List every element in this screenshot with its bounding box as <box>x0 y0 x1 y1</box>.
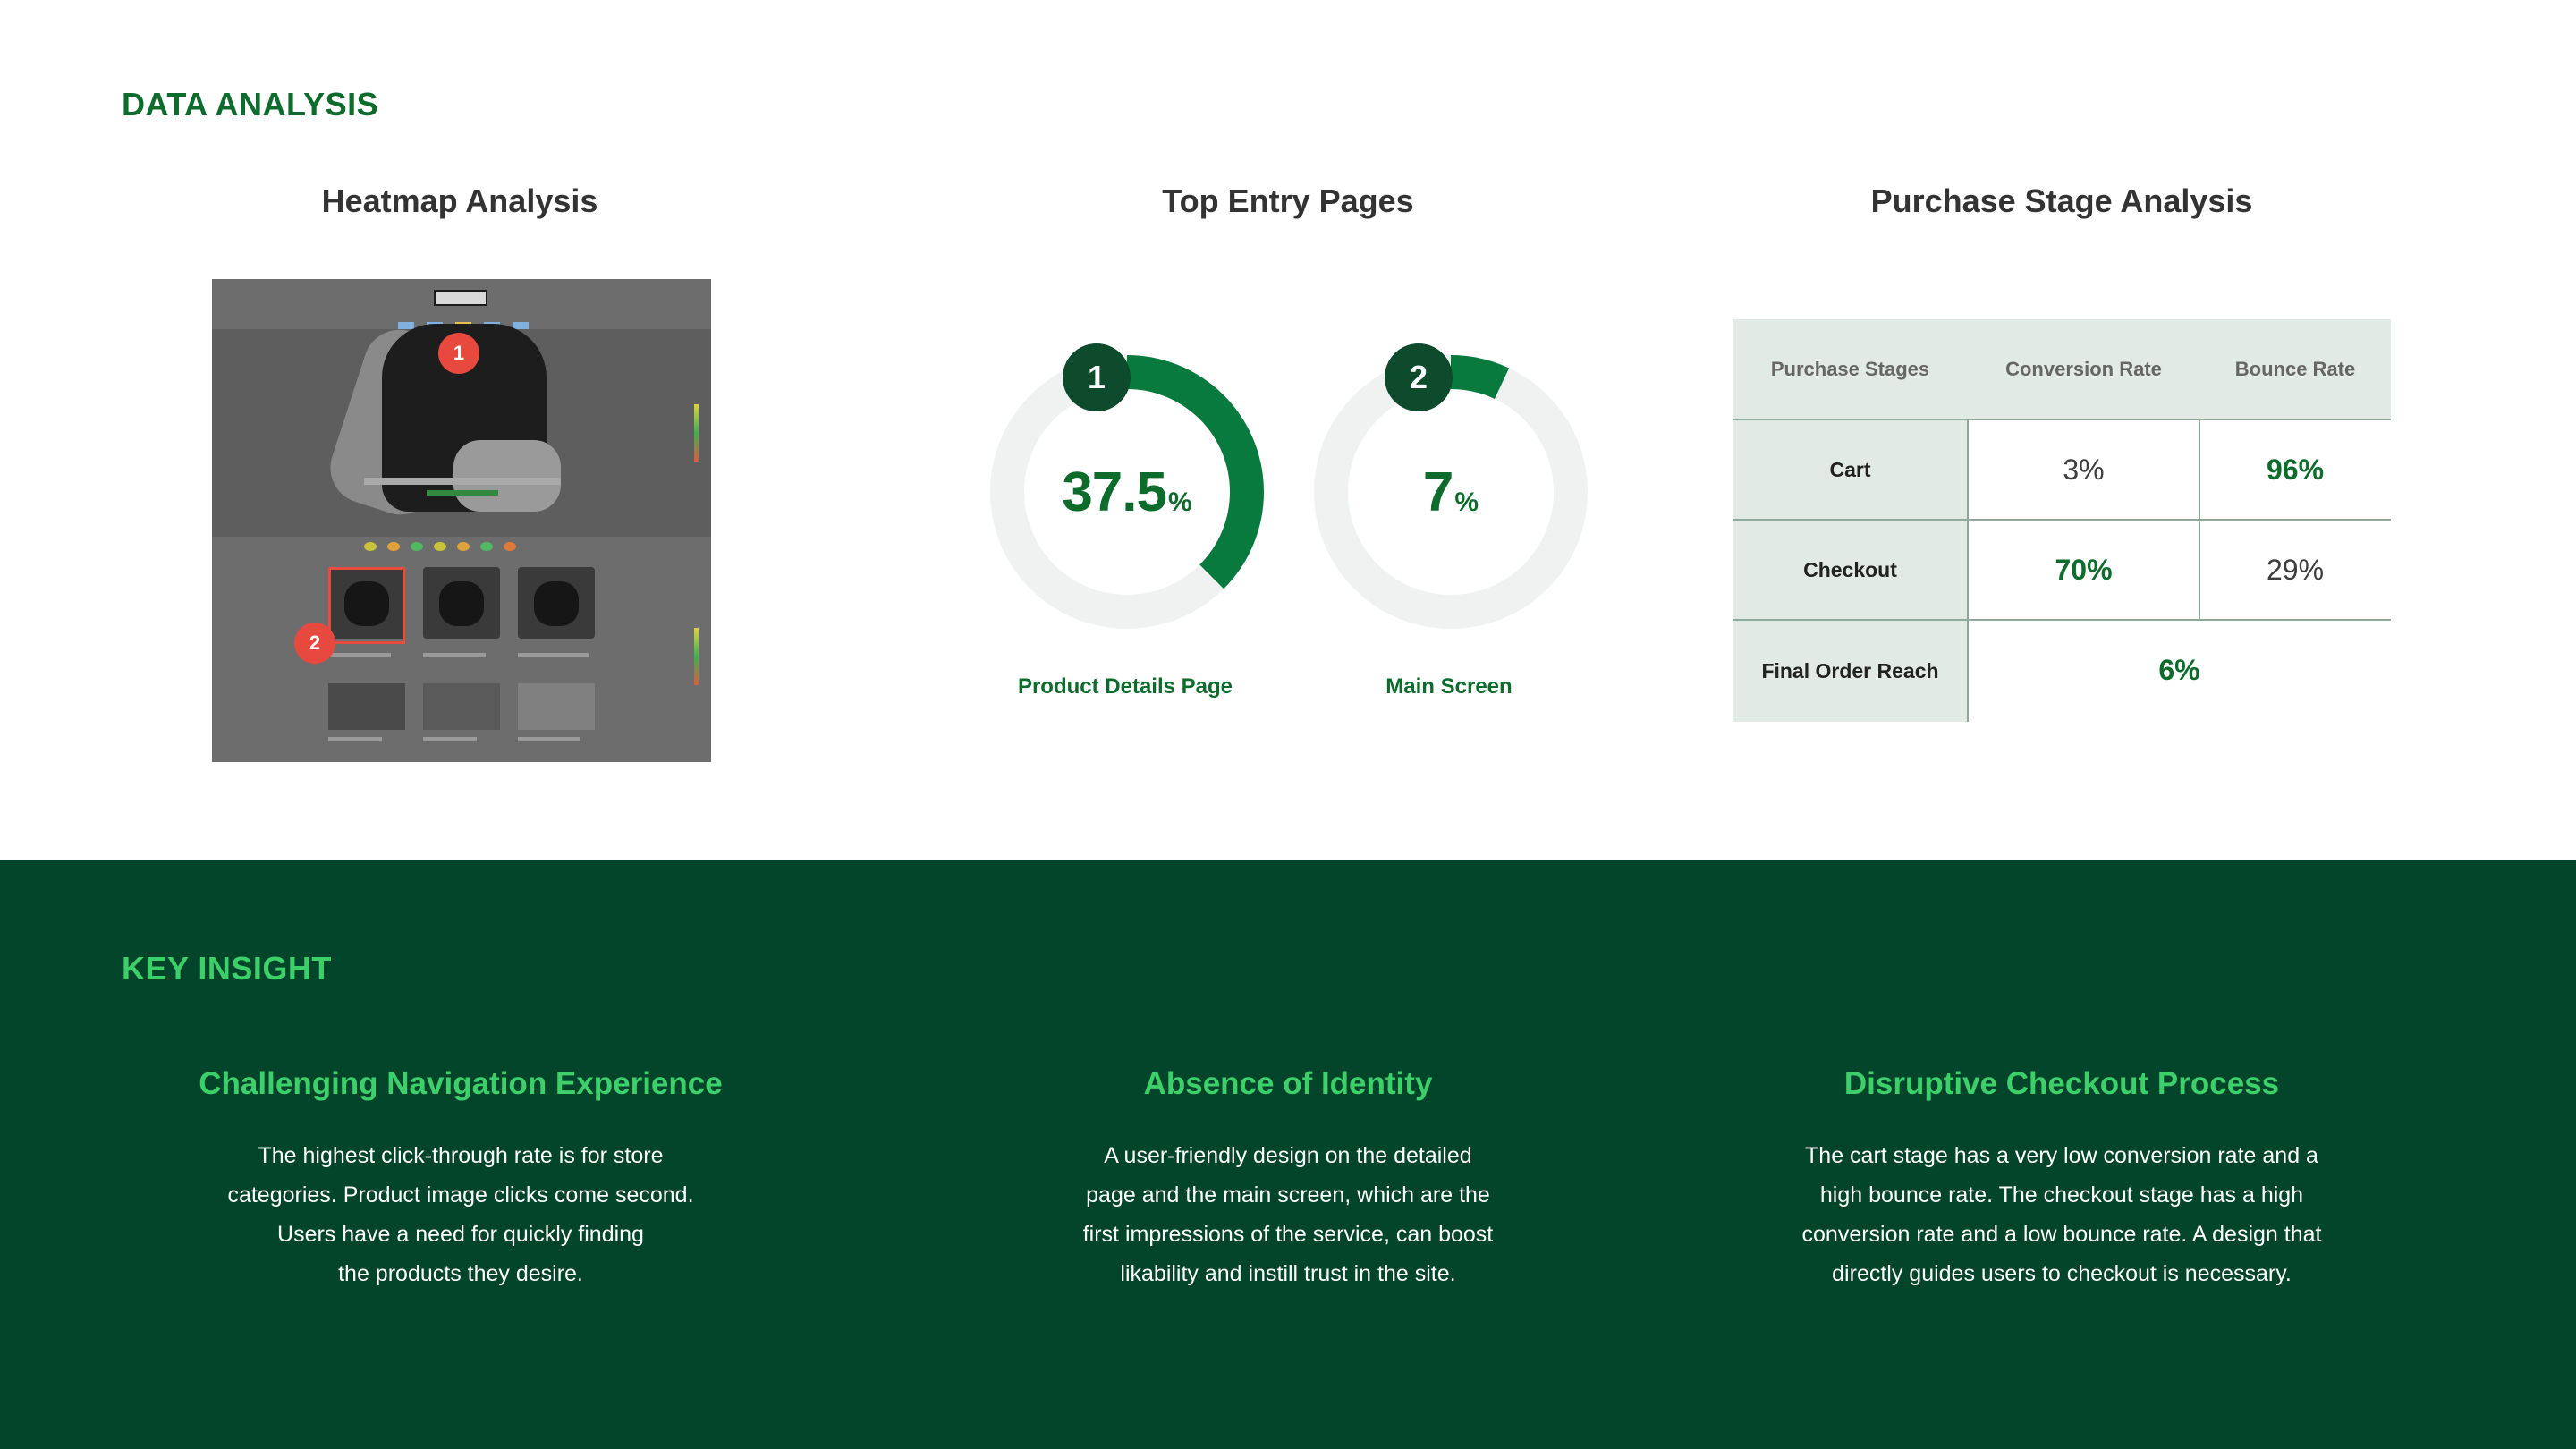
insight-line: first impressions of the service, can boost <box>1082 1222 1494 1247</box>
heatmap-hero-hand <box>453 440 561 512</box>
heatmap-image <box>212 279 711 762</box>
table-cell-conversion: 70% <box>2055 553 2113 586</box>
heatmap-product-photo <box>423 683 500 730</box>
insight-line: the products they desire. <box>338 1261 583 1286</box>
heatmap-selected-thumb <box>328 567 405 644</box>
table-header-conversion: Conversion Rate <box>2005 358 2162 380</box>
insight-title: Disruptive Checkout Process <box>1843 1066 2280 1101</box>
heatmap-hotspot <box>364 542 377 551</box>
donut-label-main-screen: Main Screen <box>1385 674 1513 699</box>
heatmap-hero-caption <box>364 478 561 485</box>
heatmap-hotspot <box>411 542 423 551</box>
insight-line: directly guides users to checkout is necessary. <box>1832 1261 2292 1286</box>
heatmap-marker-2: 2 <box>294 623 335 664</box>
donut-value-unit: % <box>1454 487 1479 517</box>
purchase-stage-table <box>1733 319 2391 722</box>
insight-identity <box>966 1066 1610 1293</box>
table-stage-cart: Cart <box>1733 419 1968 520</box>
table-cell-bounce: 29% <box>2266 553 2325 586</box>
heatmap-scroll-legend <box>694 628 699 685</box>
insight-body <box>966 1136 1610 1293</box>
data-analysis-heading: DATA ANALYSIS <box>122 86 379 123</box>
insight-checkout <box>1740 1066 2384 1293</box>
table-header-stages: Purchase Stages <box>1770 358 1930 380</box>
heatmap-product-text <box>328 653 391 657</box>
heatmap-product-text <box>423 737 477 741</box>
heatmap-site-logo <box>434 290 487 306</box>
table-divider <box>1733 419 2391 420</box>
insight-line: conversion rate and a low bounce rate. A design that <box>1801 1222 2322 1247</box>
donut-value-number: 37.5 <box>1062 461 1166 523</box>
donut-label-product-details: Product Details Page <box>1017 674 1233 699</box>
insight-body <box>1740 1136 2384 1293</box>
insight-line: likability and instill trust in the site. <box>1120 1261 1456 1286</box>
insight-line: categories. Product image clicks come second. <box>227 1182 694 1208</box>
heatmap-product-photo <box>518 683 595 730</box>
key-insight-section <box>0 860 2576 1449</box>
insight-line: A user-friendly design on the detailed <box>1104 1143 1472 1168</box>
heatmap-product-text <box>518 737 580 741</box>
heatmap-product-photo <box>328 683 405 730</box>
table-cell-bounce: 96% <box>2266 453 2325 486</box>
table-divider <box>1733 619 2391 621</box>
table-row <box>1733 620 2391 720</box>
entry-pages-title: Top Entry Pages <box>1162 182 1414 219</box>
insight-navigation <box>139 1066 783 1293</box>
heatmap-product-text <box>328 737 382 741</box>
table-header-bounce: Bounce Rate <box>2234 358 2356 380</box>
donut-value-unit: % <box>1167 487 1192 517</box>
table-row <box>1733 520 2391 620</box>
table-divider <box>1967 419 1969 722</box>
heatmap-product-thumb <box>423 567 500 639</box>
insight-line: The cart stage has a very low conversion rate and a <box>1805 1143 2318 1168</box>
table-stage-checkout: Checkout <box>1733 520 1968 620</box>
heatmap-hotspot <box>480 542 493 551</box>
heatmap-product-thumb <box>518 567 595 639</box>
table-stage-final-order: Final Order Reach <box>1733 620 1968 722</box>
heatmap-product-text <box>423 653 486 657</box>
heatmap-hotspot <box>504 542 516 551</box>
purchase-stage-title: Purchase Stage Analysis <box>1870 182 2253 219</box>
insight-body <box>139 1136 783 1293</box>
heatmap-title: Heatmap Analysis <box>321 182 598 219</box>
heatmap-hotspot <box>457 542 470 551</box>
key-insight-heading: KEY INSIGHT <box>122 950 332 987</box>
insight-title: Challenging Navigation Experience <box>199 1066 723 1101</box>
heatmap-hotspot <box>387 542 400 551</box>
insight-line: high bounce rate. The checkout stage has a high <box>1819 1182 2304 1208</box>
donut-value-number: 7 <box>1422 461 1453 523</box>
heatmap-hero-button <box>427 490 498 496</box>
heatmap-hotspot <box>434 542 446 551</box>
table-divider <box>2199 419 2200 620</box>
heatmap-marker-1: 1 <box>438 333 479 374</box>
table-cell-conversion: 3% <box>2063 453 2105 486</box>
heatmap-scroll-legend <box>694 404 699 462</box>
heatmap-product-text <box>518 653 589 657</box>
rank-badge-2: 2 <box>1385 343 1453 411</box>
table-divider <box>1733 519 2391 521</box>
insight-line: page and the main screen, which are the <box>1086 1182 1490 1208</box>
rank-badge-1: 1 <box>1063 343 1131 411</box>
insight-title: Absence of Identity <box>1143 1066 1433 1101</box>
table-row <box>1733 419 2391 520</box>
table-cell-final-reach: 6% <box>2158 653 2200 686</box>
table-header-row <box>1733 319 2391 419</box>
insight-line: Users have a need for quickly finding <box>277 1222 644 1247</box>
insight-line: The highest click-through rate is for store <box>258 1143 664 1168</box>
